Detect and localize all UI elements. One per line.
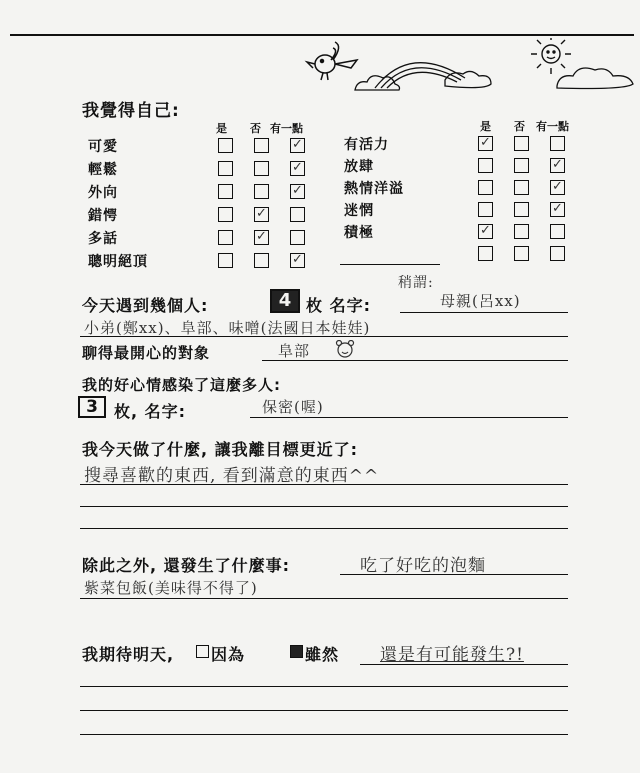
met-prompt: 今天遇到幾個人: <box>82 296 209 315</box>
trait-label: 有活力 <box>344 137 389 153</box>
write-line <box>80 710 568 711</box>
write-line <box>80 528 568 529</box>
shared-unit: 枚, 名字: <box>114 402 187 421</box>
trait-checkbox[interactable]: ✓ <box>478 136 493 151</box>
trait-checkbox[interactable]: ✓ <box>550 158 565 173</box>
met-count: 4 <box>270 289 300 313</box>
trait-checkbox[interactable] <box>218 253 233 268</box>
write-line <box>250 417 568 418</box>
trait-label: 多話 <box>88 231 118 247</box>
trait-label: 熱情洋溢 <box>344 181 404 197</box>
trait-label: 可愛 <box>88 139 118 155</box>
met-unit: 枚 名字: <box>306 296 371 315</box>
goal-prompt: 我今天做了什麼, 讓我離目標更近了: <box>82 440 359 459</box>
tomorrow-checkbox-although <box>290 645 303 658</box>
header-no: 否 <box>250 122 261 135</box>
trait-checkbox[interactable] <box>218 184 233 199</box>
write-line <box>80 686 568 687</box>
trait-checkbox[interactable] <box>254 161 269 176</box>
shared-count: 3 <box>78 396 106 418</box>
write-line <box>80 734 568 735</box>
trait-label: 輕鬆 <box>88 162 118 178</box>
trait-checkbox[interactable]: ✓ <box>290 253 305 268</box>
trait-label: 迷惘 <box>344 203 374 219</box>
trait-checkbox[interactable] <box>478 202 493 217</box>
trait-checkbox[interactable] <box>254 253 269 268</box>
trait-checkbox[interactable] <box>478 180 493 195</box>
write-line <box>400 312 568 313</box>
rainbow-icon <box>355 63 491 90</box>
header-a-little: 有一點 <box>536 120 569 133</box>
trait-checkbox[interactable] <box>514 202 529 217</box>
trait-checkbox[interactable] <box>478 158 493 173</box>
tomorrow-prompt: 我期待明天, <box>82 645 175 664</box>
smiley-doodle-icon <box>334 340 356 358</box>
trait-checkbox[interactable]: ✓ <box>478 224 493 239</box>
trait-checkbox[interactable] <box>514 180 529 195</box>
sun-icon <box>531 38 571 74</box>
trait-checkbox[interactable] <box>514 224 529 239</box>
trait-checkbox[interactable] <box>290 207 305 222</box>
trait-checkbox[interactable]: ✓ <box>550 202 565 217</box>
header-yes: 是 <box>480 120 491 133</box>
trait-checkbox[interactable] <box>290 230 305 245</box>
happy-prompt: 聊得最開心的對象 <box>82 344 211 362</box>
trait-checkbox[interactable] <box>478 246 493 261</box>
write-line <box>80 598 568 599</box>
trait-checkbox[interactable] <box>550 224 565 239</box>
blank-trait-line <box>340 264 440 265</box>
trait-checkbox[interactable]: ✓ <box>254 207 269 222</box>
trait-checkbox[interactable] <box>550 136 565 151</box>
trait-checkbox[interactable]: ✓ <box>290 161 305 176</box>
trait-checkbox[interactable] <box>218 161 233 176</box>
write-line <box>262 360 568 361</box>
tomorrow-checkbox-because <box>196 645 209 658</box>
trait-checkbox[interactable] <box>218 230 233 245</box>
trait-checkbox[interactable]: ✓ <box>290 184 305 199</box>
header-yes: 是 <box>216 122 227 135</box>
write-line <box>360 664 568 665</box>
happy-answer: 阜部 <box>278 342 311 360</box>
write-line <box>340 574 568 575</box>
trait-checkbox[interactable]: ✓ <box>290 138 305 153</box>
page-title: 我覺得自己: <box>82 101 180 121</box>
met-note: 稍謂: <box>398 275 434 291</box>
met-names-2: 小弟(鄭xx)、阜部、味噌(法國日本娃娃) <box>84 319 371 337</box>
trait-checkbox[interactable] <box>550 246 565 261</box>
trait-checkbox[interactable] <box>514 158 529 173</box>
write-line <box>80 336 568 337</box>
header-a-little: 有一點 <box>270 122 303 135</box>
trait-label: 聰明絕頂 <box>88 254 148 270</box>
trait-checkbox[interactable] <box>218 207 233 222</box>
cloud-icon <box>557 68 633 89</box>
trait-label: 積極 <box>344 225 374 241</box>
else-answer-1: 吃了好吃的泡麵 <box>360 556 486 576</box>
met-names-1: 母親(呂xx) <box>440 292 521 310</box>
trait-checkbox[interactable] <box>514 136 529 151</box>
trait-checkbox[interactable] <box>254 138 269 153</box>
trait-label: 錯愕 <box>88 208 118 224</box>
top-rule <box>10 34 634 36</box>
trait-checkbox[interactable] <box>514 246 529 261</box>
trait-label: 外向 <box>88 185 118 201</box>
tomorrow-because-label: 因為 <box>211 645 246 664</box>
write-line <box>80 484 568 485</box>
else-prompt: 除此之外, 還發生了什麼事: <box>82 556 291 575</box>
trait-checkbox[interactable] <box>254 184 269 199</box>
bird-icon <box>307 42 357 80</box>
trait-checkbox[interactable]: ✓ <box>254 230 269 245</box>
tomorrow-answer: 還是有可能發生?! <box>380 645 524 665</box>
write-line <box>80 506 568 507</box>
shared-prompt: 我的好心情感染了這麼多人: <box>82 376 281 394</box>
trait-checkbox[interactable] <box>218 138 233 153</box>
trait-checkbox[interactable]: ✓ <box>550 180 565 195</box>
trait-label: 放肆 <box>344 159 374 175</box>
tomorrow-although-label: 雖然 <box>305 645 340 664</box>
doodle-bird-rainbow-sun <box>295 38 640 93</box>
header-no: 否 <box>514 120 525 133</box>
else-answer-2: 紫菜包飯(美味得不得了) <box>84 579 258 597</box>
goal-answer: 搜尋喜歡的東西, 看到滿意的東西^^ <box>84 466 380 486</box>
shared-answer: 保密(喔) <box>262 398 324 416</box>
